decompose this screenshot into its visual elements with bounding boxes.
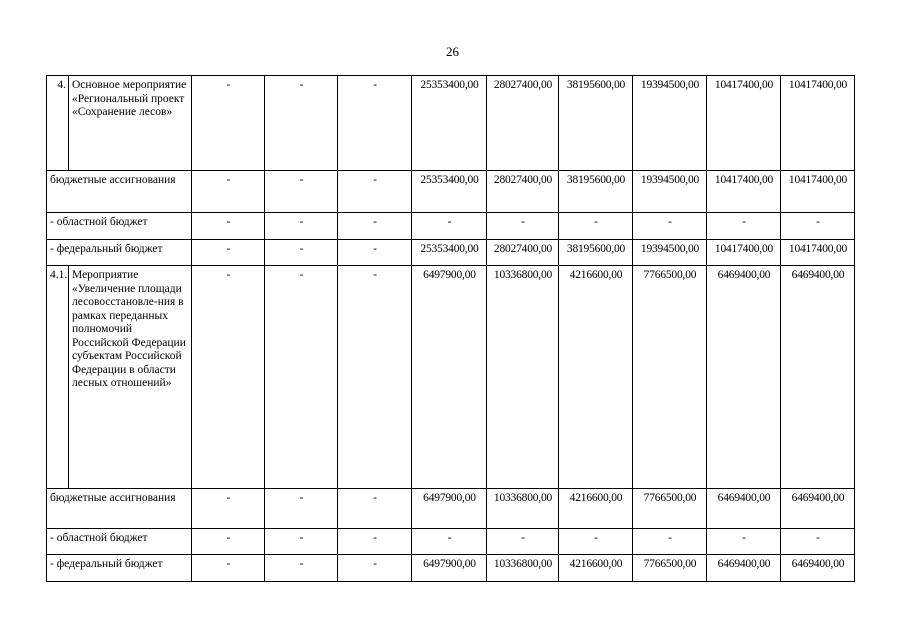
table-row (47, 213, 855, 240)
table-row (47, 171, 855, 213)
cell-value-6: - (781, 213, 855, 240)
table-row (47, 555, 855, 582)
cell-col3: - (338, 529, 412, 555)
cell-value-2: 28027400,00 (487, 171, 559, 213)
cell-col3: - (338, 266, 412, 489)
row-title: Основное мероприятие «Региональный проект «Сохранение лесов» (69, 76, 192, 171)
cell-col1: - (192, 76, 265, 171)
cell-value-3: - (559, 213, 633, 240)
cell-value-3: 38195600,00 (559, 240, 633, 266)
cell-value-3: 38195600,00 (559, 171, 633, 213)
cell-value-5: 10417400,00 (707, 240, 781, 266)
cell-value-5: 10417400,00 (707, 76, 781, 171)
cell-value-1: 25353400,00 (412, 76, 487, 171)
row-label: бюджетные ассигнования (47, 489, 192, 529)
row-label: - федеральный бюджет (47, 555, 192, 582)
budget-table (46, 75, 855, 582)
cell-col3: - (338, 171, 412, 213)
cell-col2: - (265, 529, 338, 555)
cell-value-6: 6469400,00 (781, 555, 855, 582)
row-label: - федеральный бюджет (47, 240, 192, 266)
cell-value-2: - (487, 529, 559, 555)
cell-value-4: 7766500,00 (633, 555, 707, 582)
cell-col2: - (265, 555, 338, 582)
cell-col1: - (192, 529, 265, 555)
cell-value-1: 6497900,00 (412, 489, 487, 529)
table-row (47, 240, 855, 266)
cell-value-6: 6469400,00 (781, 266, 855, 489)
cell-col2: - (265, 266, 338, 489)
cell-value-3: 4216600,00 (559, 555, 633, 582)
cell-col1: - (192, 489, 265, 529)
row-label: бюджетные ассигнования (47, 171, 192, 213)
cell-col2: - (265, 240, 338, 266)
cell-value-4: 19394500,00 (633, 171, 707, 213)
cell-col3: - (338, 240, 412, 266)
cell-value-2: 10336800,00 (487, 489, 559, 529)
table-body (47, 76, 855, 582)
cell-value-5: 6469400,00 (707, 266, 781, 489)
cell-col2: - (265, 171, 338, 213)
cell-value-6: 10417400,00 (781, 76, 855, 171)
cell-value-5: - (707, 529, 781, 555)
row-title: Мероприятие «Увеличение площади лесовосстановле-ния в рамках переданных полномочий Российской Федерации субъектам Российской Федерации в области лесных отношений» (69, 266, 192, 489)
cell-value-1: - (412, 213, 487, 240)
cell-value-4: 7766500,00 (633, 489, 707, 529)
cell-value-6: 6469400,00 (781, 489, 855, 529)
cell-value-3: 38195600,00 (559, 76, 633, 171)
cell-col3: - (338, 213, 412, 240)
cell-value-4: 19394500,00 (633, 240, 707, 266)
cell-col3: - (338, 489, 412, 529)
cell-value-2: 28027400,00 (487, 240, 559, 266)
cell-col1: - (192, 171, 265, 213)
cell-value-3: - (559, 529, 633, 555)
cell-value-5: 10417400,00 (707, 171, 781, 213)
cell-value-6: - (781, 529, 855, 555)
table-row (47, 76, 855, 171)
cell-value-6: 10417400,00 (781, 240, 855, 266)
cell-value-5: 6469400,00 (707, 555, 781, 582)
cell-value-1: 25353400,00 (412, 171, 487, 213)
cell-value-2: - (487, 213, 559, 240)
cell-value-3: 4216600,00 (559, 489, 633, 529)
cell-col1: - (192, 266, 265, 489)
cell-value-2: 10336800,00 (487, 266, 559, 489)
cell-value-4: - (633, 213, 707, 240)
table-row (47, 489, 855, 529)
row-label: - областной бюджет (47, 529, 192, 555)
cell-value-4: 19394500,00 (633, 76, 707, 171)
cell-value-5: - (707, 213, 781, 240)
cell-col2: - (265, 76, 338, 171)
cell-value-1: 25353400,00 (412, 240, 487, 266)
row-index: 4. (47, 76, 69, 171)
cell-value-4: - (633, 529, 707, 555)
cell-col1: - (192, 213, 265, 240)
table-row (47, 266, 855, 489)
cell-value-3: 4216600,00 (559, 266, 633, 489)
cell-col3: - (338, 76, 412, 171)
cell-value-1: - (412, 529, 487, 555)
cell-col1: - (192, 240, 265, 266)
cell-col1: - (192, 555, 265, 582)
cell-value-6: 10417400,00 (781, 171, 855, 213)
page-number: 26 (446, 44, 459, 59)
cell-value-1: 6497900,00 (412, 266, 487, 489)
cell-col2: - (265, 489, 338, 529)
cell-value-4: 7766500,00 (633, 266, 707, 489)
row-index: 4.1. (47, 266, 69, 489)
cell-value-2: 10336800,00 (487, 555, 559, 582)
cell-value-5: 6469400,00 (707, 489, 781, 529)
table-row (47, 529, 855, 555)
cell-value-1: 6497900,00 (412, 555, 487, 582)
row-label: - областной бюджет (47, 213, 192, 240)
cell-col2: - (265, 213, 338, 240)
cell-col3: - (338, 555, 412, 582)
cell-value-2: 28027400,00 (487, 76, 559, 171)
